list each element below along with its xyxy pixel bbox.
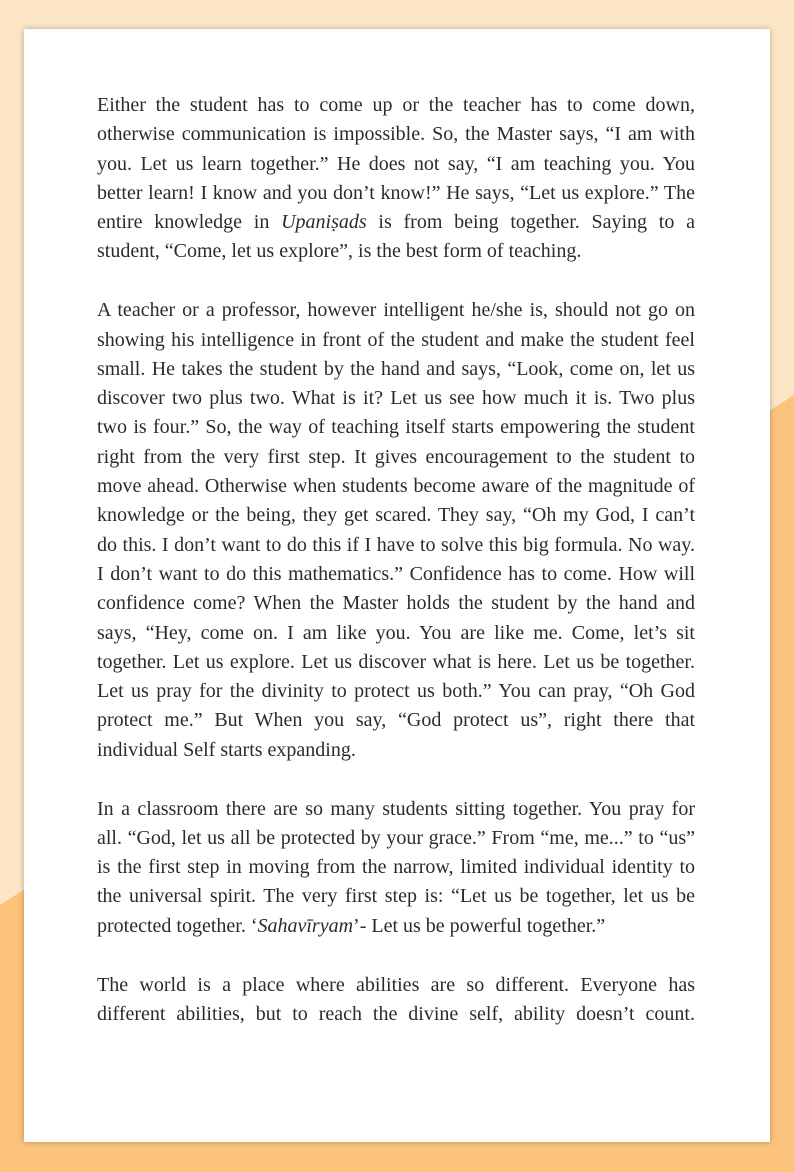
paragraph-2: A teacher or a professor, however intelligent he/she is, should not go on showing his intelligence in front of the student and make the student feel small. He takes the student by the hand and says, “Look, come on, let us discover two plus two. What is it? Let us see how much it is. Two plus two is four.” So, the way of teaching itself starts empowering the student right from the very first step. It gives encouragement to the student to move ahead. Otherwise when students become aware of the magnitude of knowledge or the being, they get scared. They say, “Oh my God, I can’t do this. I don’t want to do this if I have to solve this big formula. No way. I don’t want to do this mathematics.” Confidence has to come. How will confidence come? When the Master holds the student by the hand and says, “Hey, come on. I am like you. You are like me. Come, let’s sit together. Let us explore. Let us discover what is here. Let us be together. Let us pray for the divinity to protect us both.” You can pray, “Oh God protect me.” But When you say, “God protect us”, right there that individual Self starts expanding. <box>97 299 695 761</box>
paragraph-4: The world is a place where abilities are so different. Everyone has different abilities, but to reach the divine self, ability doesn’t count. <box>97 973 695 1025</box>
document-page <box>24 29 770 1142</box>
paragraph-3-text-end: ’- Let us be powerful together.” <box>353 914 606 937</box>
paragraph-3-text-start: In a classroom there are so many students sitting together. You pray for all. “God, let us all be protected by your grace.” From “me, me...” to “us” is the first step in moving from the narrow, limited individual identity to the universal spirit. The very first step is: “Let us be together, let us be protected together. ‘ <box>97 797 695 937</box>
paragraph-1-text-start: Either the student has to come up or the teacher has to come down, otherwise communication is impossible. So, the Master says, “I am with you. Let us learn together.” He does not say, “I am teaching you. You better learn! I know and you don’t know!” He says, “Let us explore.” The entire knowledge in <box>97 94 695 234</box>
paragraph-1-italic-term: Upaniṣads <box>281 211 367 234</box>
paragraph-1-text-end: is from being together. Saying to a student, “Come, let us explore”, is the best form of teaching. <box>97 211 695 263</box>
paragraph-3-italic-term: Sahavīryam <box>257 914 354 937</box>
paragraph-1 <box>97 91 695 267</box>
paragraph-3 <box>97 795 695 941</box>
body-text <box>97 91 695 1059</box>
